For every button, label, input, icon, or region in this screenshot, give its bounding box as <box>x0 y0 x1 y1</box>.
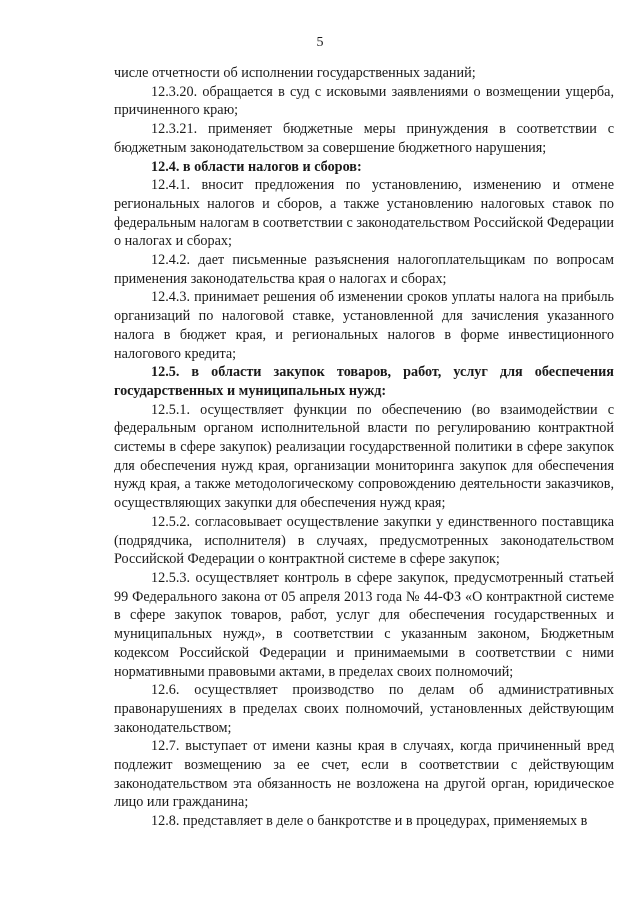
paragraph: числе отчетности об исполнении государственных заданий; <box>114 65 476 81</box>
document-body <box>114 64 614 831</box>
paragraph: 12.4.3. принимает решения об изменении сроков уплаты налога на прибыль организаций по налоговой ставке, установленной для зачисления указанного налога в бюджет края, и региональных налогов в форме инвестиционного налогового кредита; <box>114 289 614 362</box>
paragraph: 12.4.2. дает письменные разъяснения налогоплательщикам по вопросам применения законодательства края о налогах и сборах; <box>114 252 614 287</box>
paragraph: 12.3.20. обращается в суд с исковыми заявлениями о возмещении ущерба, причиненного краю; <box>114 83 614 119</box>
section-heading: 12.4. в области налогов и сборов: <box>151 158 362 175</box>
paragraph: 12.7. выступает от имени казны края в случаях, когда причиненный вред подлежит возмещению за ее счет, если в соответствии с действующим законодательством эта обязанность не возложена на другой орган, юридическое лицо или гражданина; <box>114 738 614 811</box>
paragraph: 12.8. представляет в деле о банкротстве и в процедурах, применяемых в <box>151 813 588 830</box>
paragraph: 12.4.1. вносит предложения по установлению, изменению и отмене региональных налогов и сборов, а также установлению налоговых ставок по федеральным налогам в соответствии с законодательством Российской Федерации о налогах и сборах; <box>114 177 614 250</box>
paragraph: 12.5.2. согласовывает осуществление закупки у единственного поставщика (подрядчика, исполнителя) в случаях, предусмотренных законодательством Российской Федерации о контрактной системе в сфере закупок; <box>114 513 614 568</box>
paragraph: 12.3.21. применяет бюджетные меры принуждения в соответствии с бюджетным законодательством за совершение бюджетного нарушения; <box>114 121 614 156</box>
page-number: 5 <box>316 35 324 50</box>
section-heading: 12.5. в области закупок товаров, работ, услуг для обеспечения государственных и муниципальных нужд: <box>114 364 614 399</box>
paragraph: 12.5.3. осуществляет контроль в сфере закупок, предусмотренный статьей 99 Федерального закона от 05 апреля 2013 года № 44-ФЗ «О контрактной системе в сфере закупок товаров, работ, услуг для обеспечения государственных и муниципальных нужд», в соответствии с указанным законом, Бюджетным кодексом Российской Федерации и принимаемыми в соответствии с ними нормативными правовыми актами, в пределах своих полномочий; <box>114 569 614 680</box>
paragraph: 12.5.1. осуществляет функции по обеспечению (во взаимодействии с федеральным органом исполнительной власти по регулированию контрактной системы в сфере закупок) реализации государственной политики в сфере закупок для обеспечения нужд края, организации мониторинга закупок для обеспечения нужд края, а также методологическому сопровождению деятельности заказчиков, осуществляющих закупки для обеспечения нужд края; <box>114 401 614 512</box>
paragraph: 12.6. осуществляет производство по делам об административных правонарушениях в пределах своих полномочий, установленных действующим законодательством; <box>114 682 614 736</box>
